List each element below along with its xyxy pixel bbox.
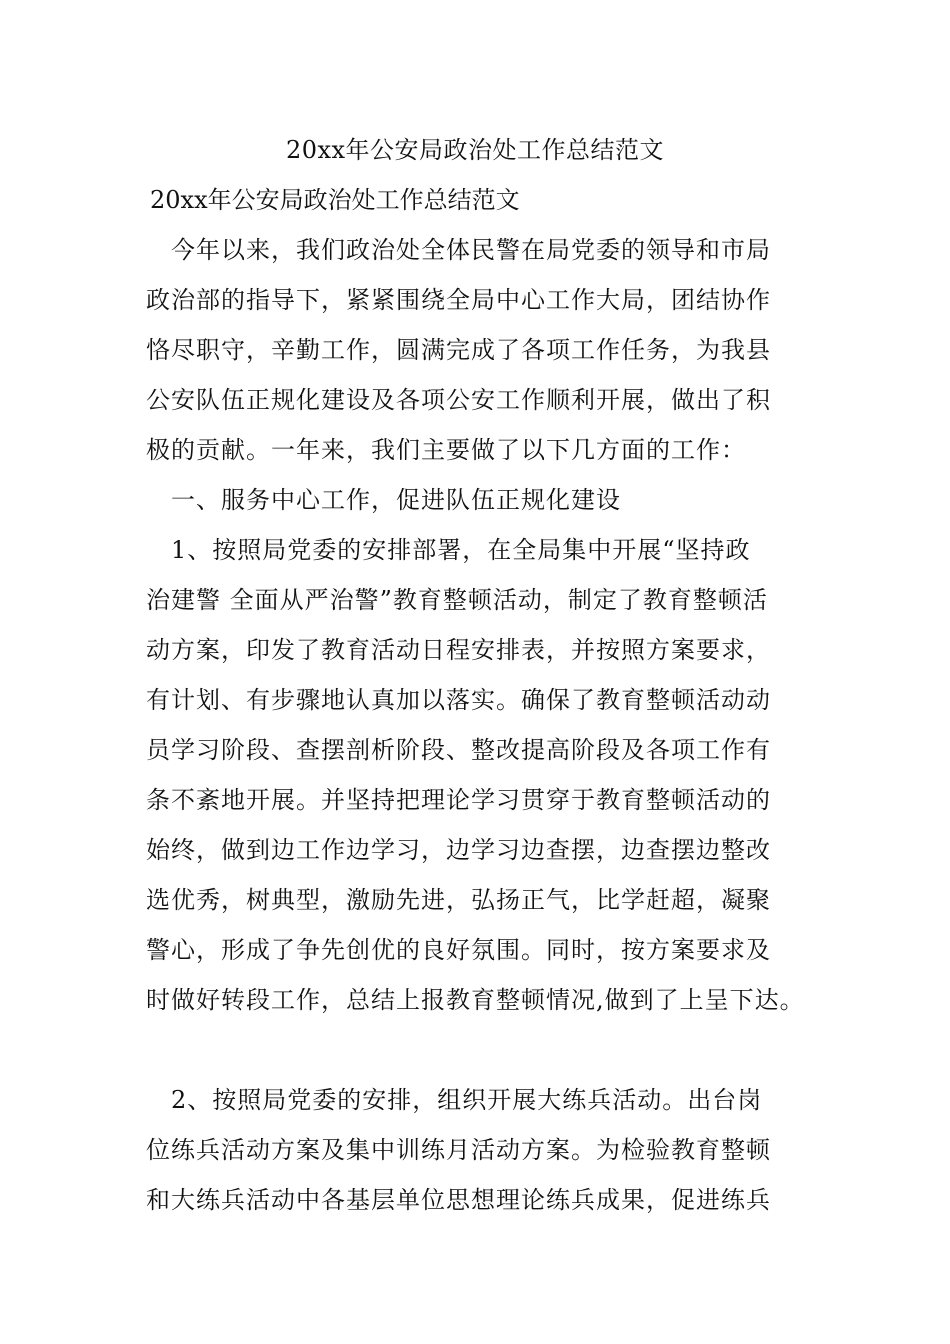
item1-line: 员学习阶段、查摆剖析阶段、整改提高阶段及各项工作有 — [146, 736, 771, 764]
item1-line: 动方案，印发了教育活动日程安排表，并按照方案要求， — [146, 636, 771, 664]
item1-line: 选优秀，树典型，激励先进，弘扬正气，比学赶超，凝聚 — [146, 886, 771, 914]
intro-line: 极的贡献。一年来，我们主要做了以下几方面的工作： — [146, 436, 746, 464]
item1-line: 始终，做到边工作边学习，边学习边查摆，边查摆边整改 — [146, 836, 771, 864]
document-title: 20xx年公安局政治处工作总结范文 — [285, 136, 665, 164]
intro-line: 公安队伍正规化建设及各项公安工作顺利开展，做出了积 — [146, 386, 771, 414]
section-heading: 一、服务中心工作，促进队伍正规化建设 — [146, 486, 621, 514]
item1-line: 1、按照局党委的安排部署，在全局集中开展“坚持政 — [146, 536, 751, 564]
item2-line: 2、按照局党委的安排，组织开展大练兵活动。出台岗 — [146, 1086, 763, 1114]
item2-line: 位练兵活动方案及集中训练月活动方案。为检验教育整顿 — [146, 1136, 771, 1164]
item1-line: 条不紊地开展。并坚持把理论学习贯穿于教育整顿活动的 — [146, 786, 771, 814]
item1-line: 警心，形成了争先创优的良好氛围。同时，按方案要求及 — [146, 936, 771, 964]
item2-line: 和大练兵活动中各基层单位思想理论练兵成果，促进练兵 — [146, 1186, 771, 1214]
intro-line: 政治部的指导下，紧紧围绕全局中心工作大局，团结协作 — [146, 286, 771, 314]
intro-line: 恪尽职守，辛勤工作，圆满完成了各项工作任务，为我县 — [146, 336, 771, 364]
item1-line: 时做好转段工作，总结上报教育整顿情况,做到了上呈下达。 — [146, 986, 805, 1014]
item1-line: 有计划、有步骤地认真加以落实。确保了教育整顿活动动 — [146, 686, 771, 714]
intro-line: 今年以来，我们政治处全体民警在局党委的领导和市局 — [146, 236, 771, 264]
item1-line: 治建警 全面从严治警”教育整顿活动，制定了教育整顿活 — [146, 586, 768, 614]
document-subtitle: 20xx年公安局政治处工作总结范文 — [150, 186, 520, 214]
